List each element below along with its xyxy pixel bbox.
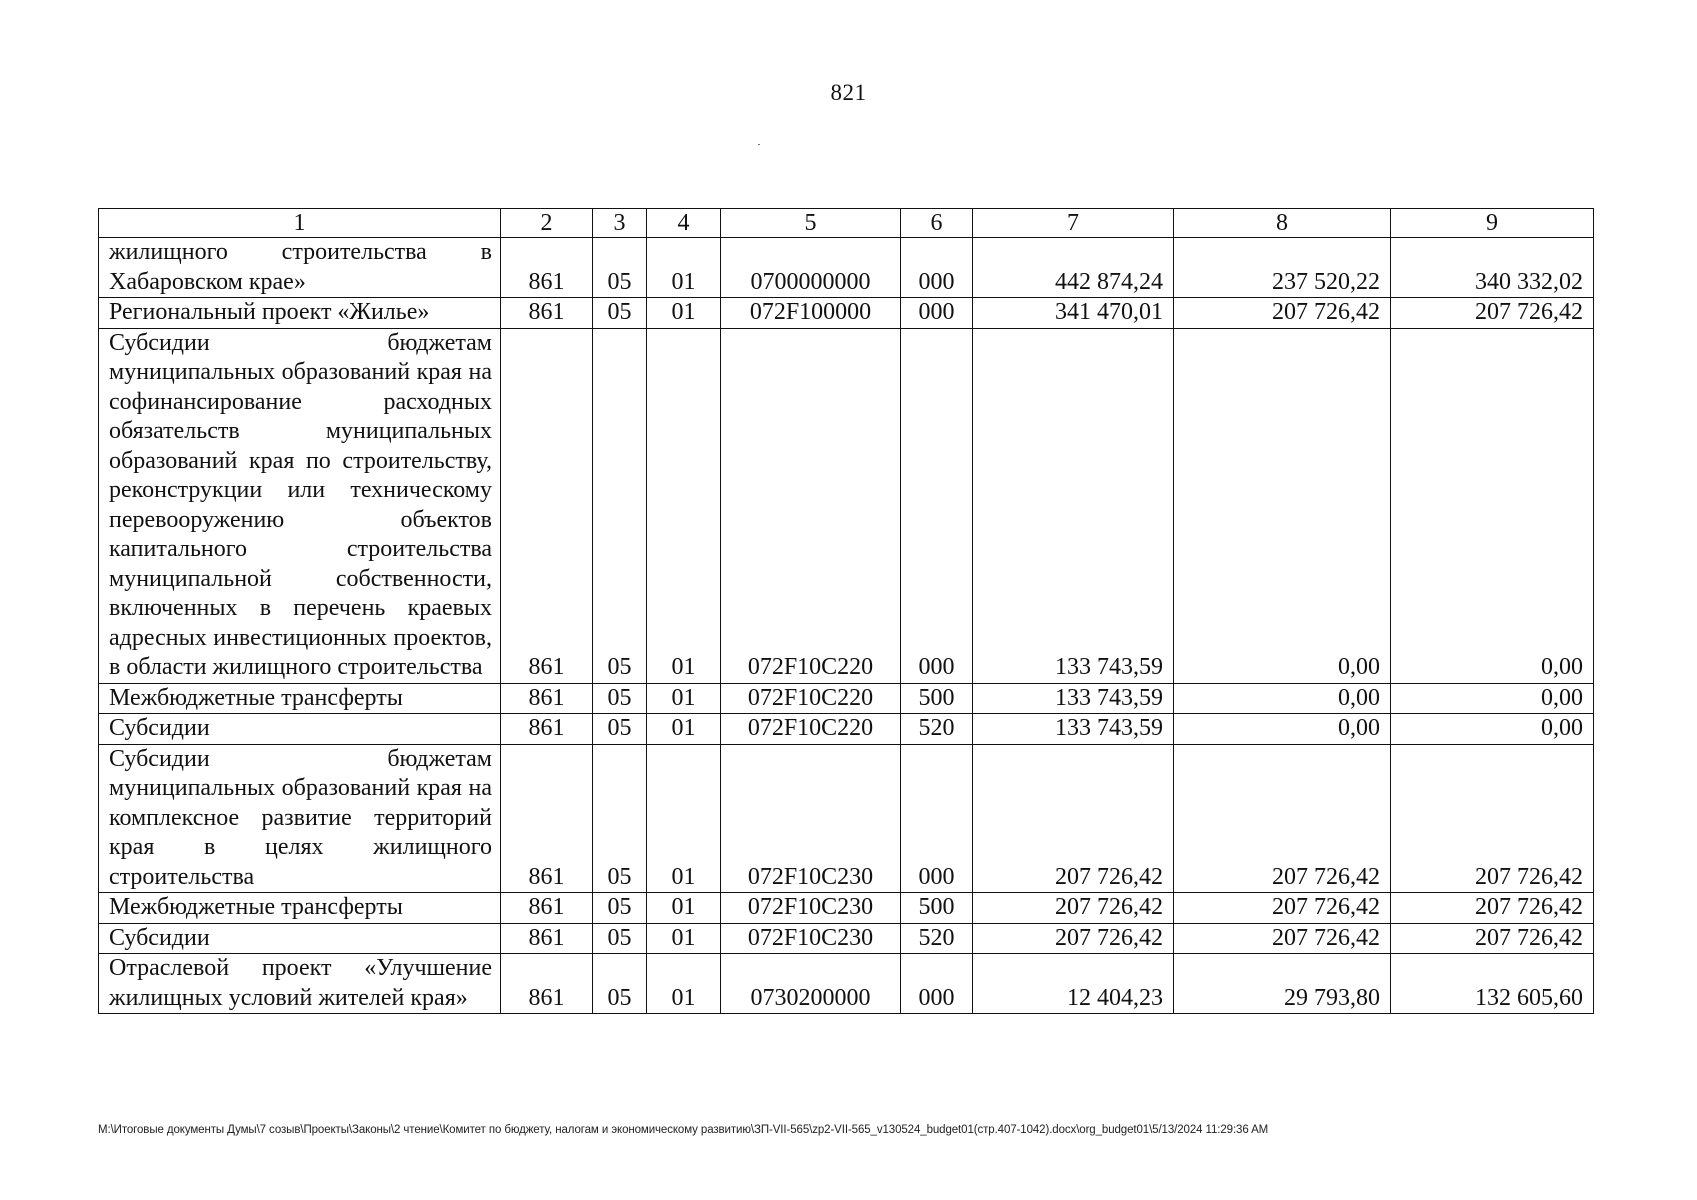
cell-col3: 05	[593, 328, 647, 683]
cell-col3: 05	[593, 893, 647, 924]
row-description: Региональный проект «Жилье»	[99, 298, 501, 329]
cell-col6: 520	[901, 714, 973, 745]
table-row	[99, 238, 1594, 298]
cell-col3: 05	[593, 683, 647, 714]
row-description: жилищного строительства в Хабаровском крае»	[99, 238, 501, 298]
cell-col2: 861	[501, 954, 593, 1014]
cell-col8: 0,00	[1174, 714, 1391, 745]
header-row	[99, 209, 1594, 238]
table-row	[99, 714, 1594, 745]
budget-table	[98, 208, 1594, 1014]
cell-col4: 01	[647, 238, 721, 298]
cell-col2: 861	[501, 298, 593, 329]
cell-col6: 000	[901, 954, 973, 1014]
cell-col2: 861	[501, 683, 593, 714]
cell-col6: 000	[901, 328, 973, 683]
table-row	[99, 328, 1594, 683]
cell-col7: 133 743,59	[973, 683, 1174, 714]
header-cell: 3	[593, 209, 647, 238]
cell-col4: 01	[647, 298, 721, 329]
cell-col5: 0700000000	[721, 238, 901, 298]
table-row	[99, 954, 1594, 1014]
cell-col9: 0,00	[1391, 683, 1594, 714]
cell-col3: 05	[593, 714, 647, 745]
cell-col3: 05	[593, 238, 647, 298]
cell-col3: 05	[593, 954, 647, 1014]
table-row	[99, 893, 1594, 924]
cell-col9: 340 332,02	[1391, 238, 1594, 298]
cell-col8: 0,00	[1174, 683, 1391, 714]
cell-col7: 133 743,59	[973, 714, 1174, 745]
cell-col4: 01	[647, 954, 721, 1014]
cell-col5: 0730200000	[721, 954, 901, 1014]
cell-col9: 132 605,60	[1391, 954, 1594, 1014]
cell-col8: 207 726,42	[1174, 893, 1391, 924]
cell-col7: 442 874,24	[973, 238, 1174, 298]
page-number: 821	[830, 80, 867, 105]
cell-col4: 01	[647, 328, 721, 683]
cell-col5: 072F10C230	[721, 923, 901, 954]
cell-col4: 01	[647, 893, 721, 924]
header-cell: 6	[901, 209, 973, 238]
cell-col2: 861	[501, 893, 593, 924]
row-description: Субсидии	[99, 923, 501, 954]
row-description: Межбюджетные трансферты	[99, 893, 501, 924]
cell-col8: 207 726,42	[1174, 298, 1391, 329]
cell-col4: 01	[647, 683, 721, 714]
cell-col9: 207 726,42	[1391, 298, 1594, 329]
cell-col6: 000	[901, 298, 973, 329]
cell-col2: 861	[501, 744, 593, 893]
cell-col3: 05	[593, 298, 647, 329]
header-cell: 7	[973, 209, 1174, 238]
cell-col7: 12 404,23	[973, 954, 1174, 1014]
cell-col8: 207 726,42	[1174, 923, 1391, 954]
cell-col6: 500	[901, 893, 973, 924]
cell-col3: 05	[593, 744, 647, 893]
row-description: Субсидии	[99, 714, 501, 745]
cell-col9: 207 726,42	[1391, 893, 1594, 924]
cell-col8: 0,00	[1174, 328, 1391, 683]
cell-col7: 207 726,42	[973, 923, 1174, 954]
cell-col6: 000	[901, 744, 973, 893]
cell-col8: 207 726,42	[1174, 744, 1391, 893]
cell-col4: 01	[647, 744, 721, 893]
header-cell: 2	[501, 209, 593, 238]
header-cell: 1	[99, 209, 501, 238]
cell-col9: 207 726,42	[1391, 744, 1594, 893]
cell-col9: 0,00	[1391, 328, 1594, 683]
row-description: Субсидии бюджетам муниципальных образований края на софинансирование расходных обязательств муниципальных образований края по строительству, реконструкции или техническому перевооружению объектов капитального строительства муниципальной собственности, включенных в перечень краевых адресных инвестиционных проектов, в области жилищного строительства	[99, 328, 501, 683]
cell-col5: 072F10C220	[721, 328, 901, 683]
table-row	[99, 298, 1594, 329]
cell-col7: 207 726,42	[973, 744, 1174, 893]
cell-col5: 072F10C230	[721, 744, 901, 893]
cell-col7: 207 726,42	[973, 893, 1174, 924]
cell-col9: 207 726,42	[1391, 923, 1594, 954]
row-description: Субсидии бюджетам муниципальных образований края на комплексное развитие территорий края в целях жилищного строительства	[99, 744, 501, 893]
footer-file-path: M:\Итоговые документы Думы\7 созыв\Проекты\Законы\2 чтение\Комитет по бюджету, налогам и экономическому развитию\ЗП-VII-565\zp2-VII-565_v130524_budget01(стр.407-1042).docx\org_budget01\5/13/2024 11:29:36 AM	[98, 1124, 1269, 1136]
header-cell: 9	[1391, 209, 1594, 238]
table-row	[99, 744, 1594, 893]
cell-col7: 341 470,01	[973, 298, 1174, 329]
cell-col5: 072F10C220	[721, 714, 901, 745]
cell-col6: 500	[901, 683, 973, 714]
cell-col6: 520	[901, 923, 973, 954]
header-cell: 8	[1174, 209, 1391, 238]
cell-col2: 861	[501, 328, 593, 683]
cell-col8: 29 793,80	[1174, 954, 1391, 1014]
scan-speck	[758, 144, 760, 145]
row-description: Отраслевой проект «Улучшение жилищных условий жителей края»	[99, 954, 501, 1014]
table-row	[99, 923, 1594, 954]
cell-col4: 01	[647, 923, 721, 954]
cell-col6: 000	[901, 238, 973, 298]
header-cell: 5	[721, 209, 901, 238]
row-description: Межбюджетные трансферты	[99, 683, 501, 714]
cell-col5: 072F100000	[721, 298, 901, 329]
cell-col9: 0,00	[1391, 714, 1594, 745]
cell-col2: 861	[501, 923, 593, 954]
cell-col2: 861	[501, 714, 593, 745]
cell-col7: 133 743,59	[973, 328, 1174, 683]
cell-col5: 072F10C230	[721, 893, 901, 924]
cell-col4: 01	[647, 714, 721, 745]
header-cell: 4	[647, 209, 721, 238]
cell-col8: 237 520,22	[1174, 238, 1391, 298]
cell-col3: 05	[593, 923, 647, 954]
cell-col5: 072F10C220	[721, 683, 901, 714]
cell-col2: 861	[501, 238, 593, 298]
table-row	[99, 683, 1594, 714]
